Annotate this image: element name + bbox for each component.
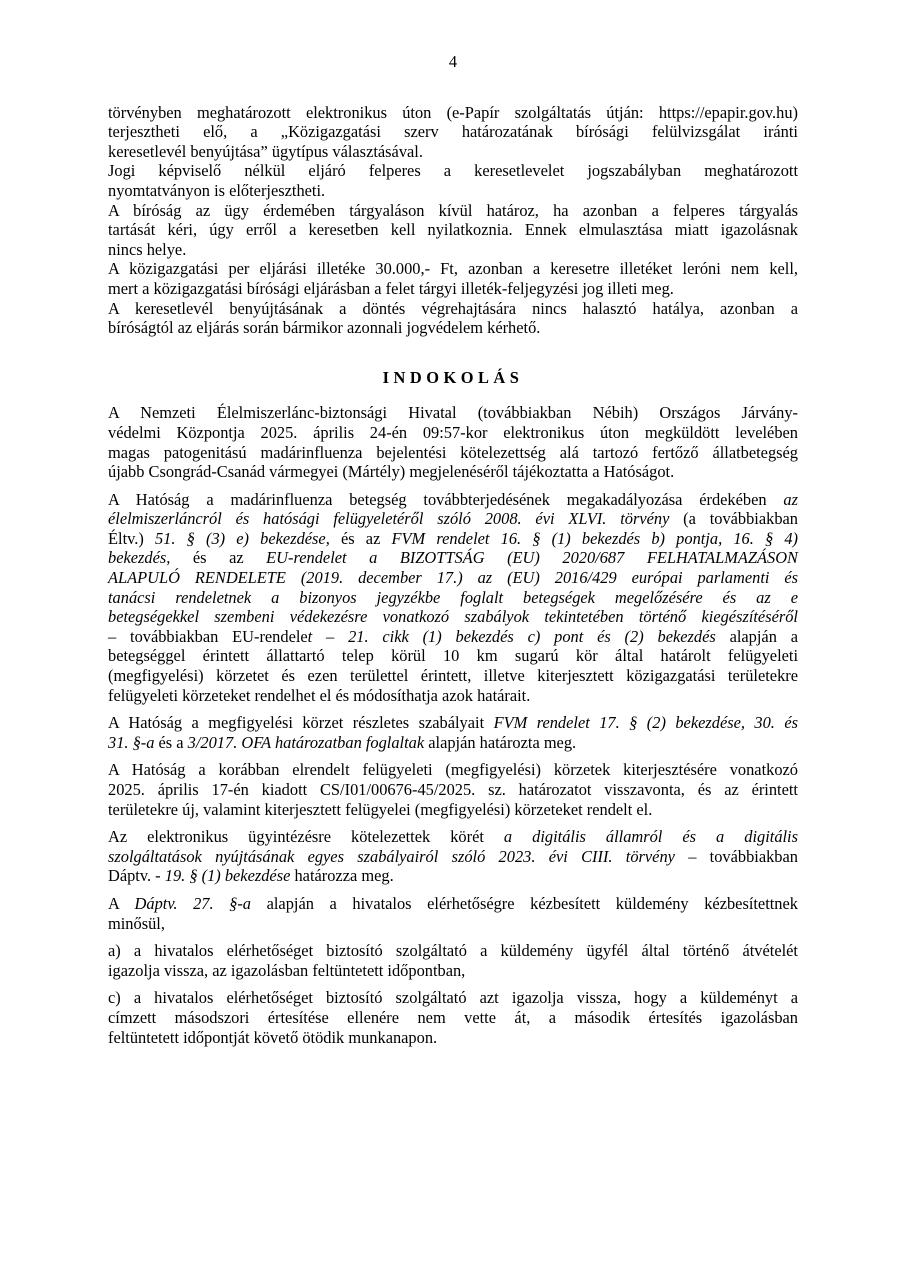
text-line: [108, 509, 798, 529]
text-line: bíróságtól az eljárás során bármikor azonnali jogvédelem kérhető.: [108, 318, 541, 338]
text-run: Dáptv. -: [108, 866, 165, 886]
paragraph-nebih-notice: [108, 403, 798, 481]
text-run: és az: [170, 548, 267, 568]
text-run: alapján a hivatalos elérhetőségre kézbesített küldemény kézbesítettnek: [251, 893, 798, 913]
italic-run: EU-rendelet a BIZOTTSÁG (EU) 2020/687 FELHATALMAZÁSON: [266, 548, 798, 568]
italic-run: szolgáltatások nyújtásának egyes szabályairól szóló 2023. évi CIII. törvény: [108, 846, 675, 866]
text-run: (a továbbiakban: [669, 509, 798, 529]
text-line: igazolja vissza, az igazolásban feltüntetett időpontban,: [108, 960, 466, 980]
italic-run: bekezdés,: [108, 548, 171, 568]
italic-run: a digitális államról és a digitális: [503, 827, 798, 847]
text-run: és az: [329, 528, 392, 548]
text-line: [108, 733, 798, 753]
text-line: [108, 627, 798, 647]
italic-run: az: [783, 489, 798, 509]
text-line: (megfigyelési) körzetet és ezen területtel érintett, illetve kiterjesztett közigazgatási területekre: [108, 666, 798, 686]
text-line: minősül,: [108, 913, 165, 933]
document-page: [108, 52, 798, 1047]
text-line: Jogi képviselő nélkül eljáró felperes a keresetlevelet jogszabályban meghatározott: [108, 161, 798, 181]
italic-run: t – 21. cikk (1) bekezdés c) pont és (2) bekezdés: [307, 626, 716, 646]
text-line: [108, 490, 798, 510]
italic-run: tanácsi rendeletnek a bizonyos jegyzékbe foglalt betegségek megelőzésére és az e: [108, 587, 798, 607]
text-line: címzett másodszori értesítése ellenére nem vette át, a második értesítés igazolásban: [108, 1007, 798, 1027]
text-line: [108, 548, 798, 568]
text-line: [108, 529, 798, 549]
top-paragraph-1: [108, 103, 798, 162]
text-line: a) a hivatalos elérhetőséget biztosító szolgáltató a küldemény ügyfél által történő átvételét: [108, 941, 798, 961]
text-run: A Hatóság a madárinfluenza betegség továbbterjedésének megakadályozása érdekében: [108, 489, 784, 509]
text-run: alapján határozta meg.: [424, 732, 577, 752]
top-paragraph-2: [108, 161, 798, 200]
text-run: – továbbiakban EU-rendele: [108, 626, 308, 646]
text-line: [108, 847, 798, 867]
paragraph-item-a: [108, 941, 798, 980]
text-line: terjesztheti elő, a „Közigazgatási szerv határozatának bírósági felülvizsgálat iránti: [108, 122, 798, 142]
page-number: 4: [448, 52, 458, 71]
text-line: 2025. április 17-én kiadott CS/I01/00676-45/2025. sz. határozatot visszavonta, és az érintett: [108, 780, 798, 799]
text-line: törvényben meghatározott elektronikus úton (e-Papír szolgáltatás útján: https://epapir.gov.hu): [108, 102, 798, 122]
paragraph-observation-zone: [108, 713, 798, 752]
paragraph-item-c: [108, 988, 798, 1047]
text-run: A Hatóság a megfigyelési körzet részletes szabályait: [108, 713, 494, 733]
text-line: [108, 894, 798, 914]
text-run: A: [108, 893, 135, 913]
text-run: és a: [154, 732, 188, 752]
italic-run: élelmiszerláncról és hatósági felügyeletéről szóló 2008. évi XLVI. törvény: [108, 509, 670, 529]
text-line: [108, 827, 798, 847]
text-line: felügyeleti körzeteket rendelhet el és módosíthatja azok határait.: [108, 685, 531, 705]
paragraph-electronic-admin: [108, 827, 798, 886]
text-line: c) a hivatalos elérhetőséget biztosító szolgáltató azt igazolja vissza, hogy a küldeményt a: [108, 988, 798, 1008]
text-line: tartását kéri, úgy erről a keresetben kell nyilatkoznia. Ennek elmulasztása miatt igazolásnak: [108, 220, 798, 240]
italic-run: FVM rendelet 17. § (2) bekezdése, 30. és: [493, 713, 798, 733]
italic-run: 31. §-a: [108, 732, 155, 752]
section-heading: INDOKOLÁS: [382, 367, 524, 387]
paragraph-legal-basis: [108, 490, 798, 706]
top-paragraph-3: [108, 201, 798, 260]
text-line: [108, 588, 798, 608]
text-line: A Hatóság a korábban elrendelt felügyeleti (megfigyelési) körzetek kiterjesztésére vonatkozó: [108, 760, 798, 780]
italic-run: Dáptv. 27. §-a: [134, 893, 251, 913]
italic-run: FVM rendelet 16. § (1) bekezdés b) pontja, 16. § 4): [391, 528, 799, 548]
text-line: A keresetlevél benyújtásának a döntés végrehajtására nincs halasztó hatálya, azonban a: [108, 298, 798, 318]
italic-run: betegségekkel szembeni védekezésre vonatkozó szabályok tekintetében történő kiegészítéséről: [108, 607, 798, 627]
text-line: [108, 713, 798, 733]
text-run: Az elektronikus ügyintézésre kötelezettek körét: [108, 827, 504, 847]
text-line: A bíróság az ügy érdemében tárgyaláson kívül határoz, ha azonban a felperes tárgyalás: [108, 200, 798, 220]
text-run: alapján a: [715, 626, 798, 646]
top-block: [108, 103, 798, 338]
italic-run: 51. § (3) e) bekezdése,: [154, 528, 330, 548]
text-line: keresetlevél benyújtása” ügytípus választásával.: [108, 141, 423, 161]
text-line: A közigazgatási per eljárási illetéke 30.000,- Ft, azonban a keresetre illetéket leróni nem kell,: [108, 259, 798, 279]
paragraph-revocation: [108, 760, 798, 819]
text-line: területekre új, valamint kiterjesztett felügyelei (megfigyelési) körzeteket rendelt el.: [108, 799, 653, 819]
paragraph-delivery: [108, 894, 798, 933]
text-line: újabb Csongrád-Csanád vármegyei (Mártély) megjelenéséről tájékoztatta a Hatóságot.: [108, 462, 675, 482]
text-line: feltüntetett időpontját követő ötödik munkanapon.: [108, 1027, 438, 1047]
text-line: magas patogenitású madárinfluenza bejelentési kötelezettség alá tartozó fertőző állatbetegség: [108, 442, 798, 462]
top-paragraph-4: [108, 259, 798, 298]
top-paragraph-5: [108, 299, 798, 338]
text-line: mert a közigazgatási bírósági eljárásban a felet tárgyi illeték-feljegyzési jog illeti meg.: [108, 278, 674, 298]
text-line: védelmi Központja 2025. április 24-én 09:57-kor elektronikus úton megküldött levelében: [108, 422, 798, 442]
italic-run: ALAPULÓ RENDELETE (2019. december 17.) az (EU) 2016/429 európai parlamenti és: [108, 568, 798, 588]
italic-run: 19. § (1) bekezdése: [164, 866, 291, 886]
text-line: A Nemzeti Élelmiszerlánc-biztonsági Hivatal (továbbiakban Nébih) Országos Járvány-: [108, 403, 798, 423]
italic-run: 3/2017. OFA határozatban foglaltak: [187, 732, 425, 752]
text-line: [108, 866, 798, 886]
text-run: – továbbiakban: [674, 846, 798, 866]
text-line: [108, 568, 798, 588]
text-run: határozza meg.: [290, 866, 394, 886]
text-line: nincs helye.: [108, 239, 187, 259]
text-line: [108, 607, 798, 627]
text-line: betegséggel érintett állattartó telep körül 10 km sugarú kör által határolt felügyeleti: [108, 646, 798, 666]
text-run: Éltv.): [108, 528, 155, 548]
text-line: nyomtatványon is előterjesztheti.: [108, 180, 326, 200]
